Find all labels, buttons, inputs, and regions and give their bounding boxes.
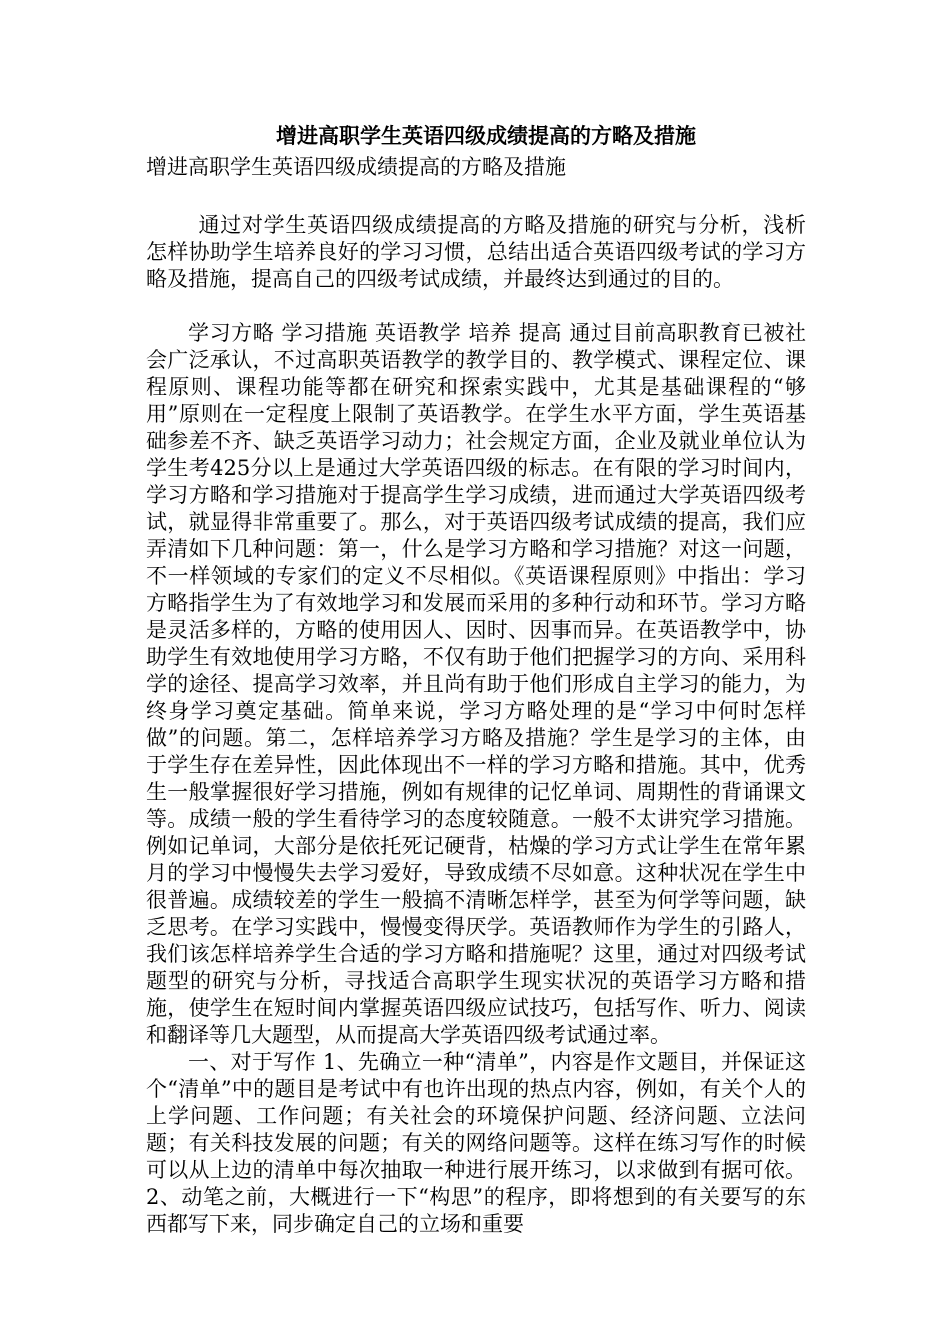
abstract-paragraph: 通过对学生英语四级成绩提高的方略及措施的研究与分析，浅析怎样协助学生培养良好的学习习惯，总结出适合英语四级考试的学习方略及措施，提高自己的四级考试成绩，并最终达到通过的目的。: [146, 213, 806, 291]
document-page: [146, 120, 806, 1238]
document-subtitle: 增进高职学生英语四级成绩提高的方略及措施: [146, 155, 566, 179]
document-title: 增进高职学生英语四级成绩提高的方略及措施: [276, 123, 696, 148]
writing-section-paragraph: 一、对于写作 1、先确立一种“清单”，内容是作文题目，并保证这个“清单”中的题目是考试中有也许出现的热点内容，例如，有关个人的上学问题、工作问题；有关社会的环境保护问题、经济问题、立法问题；有关科技发展的问题；有关的网络问题等。这样在练习写作的时候可以从上边的清单中每次抽取一种进行展开练习，以求做到有据可依。2、动笔之前，大概进行一下“构思”的程序，即将想到的有关要写的东西都写下来，同步确定自己的立场和重要: [146, 1050, 806, 1236]
body-paragraph: 学习方略 学习措施 英语教学 培养 提高 通过目前高职教育已被社会广泛承认，不过高职英语教学的教学目的、教学模式、课程定位、课程原则、课程功能等都在研究和探索实践中，尤其是基础课程的“够用”原则在一定程度上限制了英语教学。在学生水平方面，学生英语基础参差不齐、缺乏英语学习动力；社会规定方面，企业及就业单位认为学生考425分以上是通过大学英语四级的标志。在有限的学习时间内，学习方略和学习措施对于提高学生学习成绩，进而通过大学英语四级考试，就显得非常重要了。那么，对于英语四级考试成绩的提高，我们应弄清如下几种问题：第一，什么是学习方略和学习措施？对这一问题，不一样领域的专家们的定义不尽相似。《英语课程原则》中指出：学习方略指学生为了有效地学习和发展而采用的多种行动和环节。学习方略是灵活多样的，方略的使用因人、因时、因事而异。在英语教学中，协助学生有效地使用学习方略，不仅有助于他们把握学习的方向、采用科学的途径、提高学习效率，并且尚有助于他们形成自主学习的能力，为终身学习奠定基础。简单来说，学习方略处理的是“学习中何时怎样做”的问题。第二，怎样培养学习方略及措施？学生是学习的主体，由于学生存在差异性，因此体现出不一样的学习方略和措施。其中，优秀生一般掌握很好学习措施，例如有规律的记忆单词、周期性的背诵课文等。成绩一般的学生看待学习的态度较随意。一般不太讲究学习措施。例如记单词，大部分是依托死记硬背，枯燥的学习方式让学生在常年累月的学习中慢慢失去学习爱好，导致成绩不尽如意。这种状况在学生中很普遍。成绩较差的学生一般搞不清晰怎样学，甚至为何学等问题，缺乏思考。在学习实践中，慢慢变得厌学。英语教师作为学生的引路人，我们该怎样培养学生合适的学习方略和措施呢？这里，通过对四级考试题型的研究与分析，寻找适合高职学生现实状况的英语学习方略和措施，使学生在短时间内掌握英语四级应试技巧，包括写作、听力、阅读和翻译等几大题型，从而提高大学英语四级考试通过率。: [146, 321, 806, 1047]
